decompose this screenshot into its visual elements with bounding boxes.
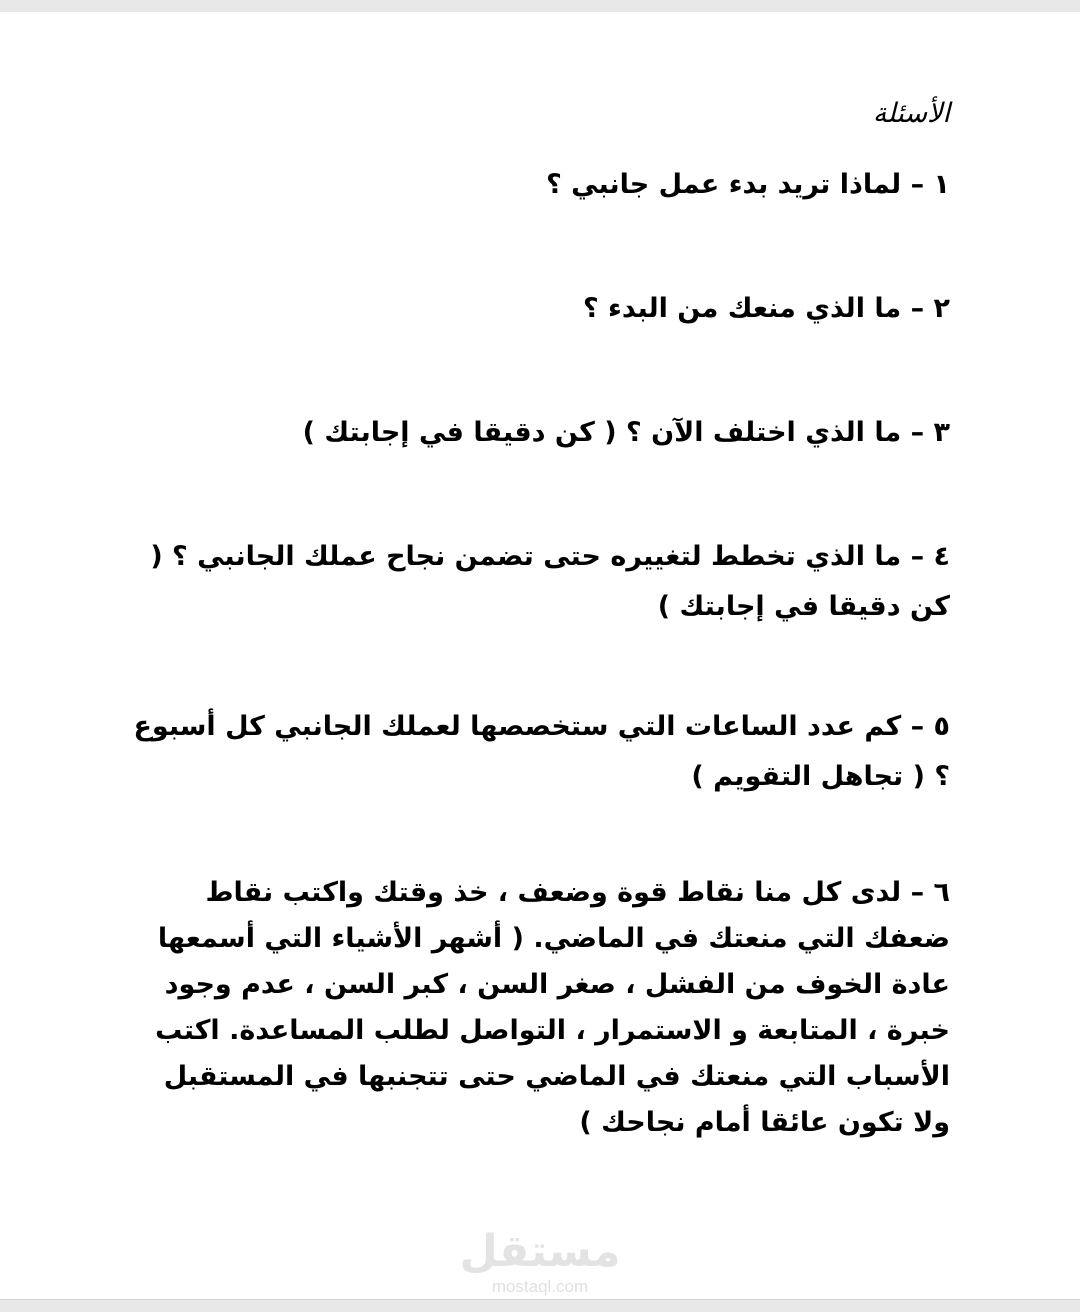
question-6 (130, 870, 950, 1146)
question-number: ١ (933, 169, 950, 200)
watermark-url: mostaql.com (491, 1277, 589, 1296)
question-1 (130, 160, 950, 210)
question-text: ما الذي تخطط لتغييره حتى تضمن نجاح عملك الجانبي ؟ ( كن دقيقا في إجابتك ) (150, 541, 950, 622)
question-number: ٦ (933, 877, 950, 908)
question-5 (130, 702, 950, 802)
question-number: ٤ (933, 541, 950, 572)
question-separator: – (910, 541, 925, 572)
question-text: ما الذي منعك من البدء ؟ (583, 293, 902, 324)
question-separator: – (910, 293, 925, 324)
questions-heading (130, 96, 950, 132)
heading-text: الأسئلة (872, 98, 950, 129)
watermark-logo: مستقل (459, 1226, 621, 1277)
question-separator: – (910, 711, 925, 742)
question-number: ٢ (933, 293, 950, 324)
question-text: كم عدد الساعات التي ستخصصها لعملك الجانبي كل أسبوع ؟ ( تجاهل التقويم ) (133, 711, 950, 792)
question-text: لدى كل منا نقاط قوة وضعف ، خذ وقتك واكتب نقاط ضعفك التي منعتك في الماضي. ( أشهر الأشياء التي أسمعها عادة الخوف من الفشل ، صغر السن ، كبر السن ، عدم وجود خبرة ، المتابعة و الاستمرار ، التواصل لطلب المساعدة. اكتب الأسباب التي منعتك في الماضي حتى تتجنبها في المستقبل ولا تكون عائقا أمام نجاحك ) (155, 877, 950, 1138)
question-separator: – (910, 877, 925, 908)
question-separator: – (910, 169, 925, 200)
question-separator: – (910, 417, 925, 448)
question-text: لماذا تريد بدء عمل جانبي ؟ (546, 169, 902, 200)
question-2 (130, 284, 950, 334)
question-text: ما الذي اختلف الآن ؟ ( كن دقيقا في إجابتك ) (302, 417, 902, 448)
viewer-bottom-edge (0, 1299, 1080, 1312)
mostaql-watermark (440, 1227, 640, 1297)
document-page (0, 12, 1080, 1300)
question-number: ٥ (933, 711, 950, 742)
question-number: ٣ (933, 417, 950, 448)
question-4 (130, 532, 950, 632)
question-3 (130, 408, 950, 458)
